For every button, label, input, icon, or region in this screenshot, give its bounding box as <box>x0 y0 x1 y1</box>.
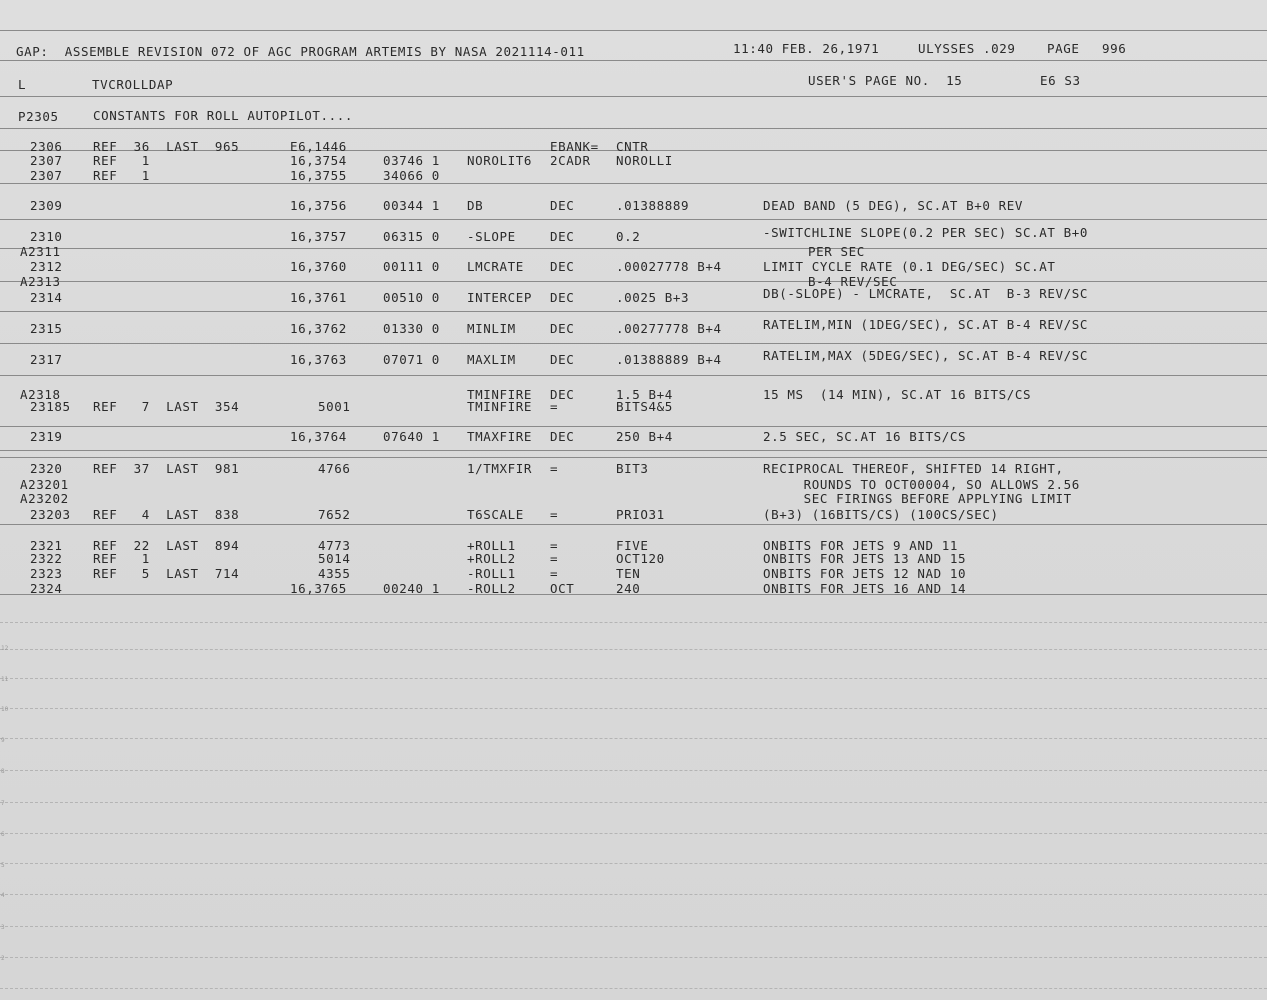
print-timestamp: 11:40 FEB. 26,1971 <box>733 41 880 56</box>
margin-number: 2 <box>1 955 5 962</box>
row-operand: .00277778 B+4 <box>616 321 722 336</box>
row-comment: RECIPROCAL THEREOF, SHIFTED 14 RIGHT, <box>763 461 1064 476</box>
row-loc: 00344 1 <box>383 198 440 213</box>
row-addr: 16,3755 <box>290 168 347 183</box>
row-op: DEC <box>550 229 575 244</box>
row-loc: 01330 0 <box>383 321 440 336</box>
row-op: DEC <box>550 429 575 444</box>
row-comment: RATELIM,MAX (5DEG/SEC), SC.AT B-4 REV/SC <box>763 348 1089 363</box>
row-loc: 07071 0 <box>383 352 440 367</box>
row-op: = <box>550 566 559 581</box>
row-ref: REF 1 <box>93 168 150 183</box>
row-operand: TEN <box>616 566 641 581</box>
row-operand: 250 B+4 <box>616 429 673 444</box>
row-addr: 5014 <box>318 551 351 566</box>
row-line: 2315 <box>30 321 63 336</box>
row-label: -ROLL1 <box>467 566 516 581</box>
row-line: 23203 <box>30 507 71 522</box>
row-operand: 240 <box>616 581 641 596</box>
paper-rule <box>0 678 1267 679</box>
paper-rule <box>0 988 1267 989</box>
row-loc: 00510 0 <box>383 290 440 305</box>
row-addr: 4773 <box>318 538 351 553</box>
row-op: 2CADR <box>550 153 591 168</box>
row-label: LMCRATE <box>467 259 524 274</box>
row-comment: ONBITS FOR JETS 12 NAD 10 <box>763 566 967 581</box>
row-addr: 16,3762 <box>290 321 347 336</box>
row-op: DEC <box>550 387 575 402</box>
row-line: A23202 <box>20 491 69 506</box>
row-comment: ONBITS FOR JETS 16 AND 14 <box>763 581 967 596</box>
row-operand: BIT3 <box>616 461 649 476</box>
row-addr: 16,3760 <box>290 259 347 274</box>
row-line: 2312 <box>30 259 63 274</box>
row-line: 2314 <box>30 290 63 305</box>
margin-number: 3 <box>1 924 5 931</box>
paper-rule <box>0 311 1267 312</box>
paper-rule <box>0 833 1267 834</box>
row-line: 23185 <box>30 399 71 414</box>
row-op: DEC <box>550 198 575 213</box>
row-line: A2311 <box>20 244 61 259</box>
margin-number: 8 <box>1 768 5 775</box>
row-ref: REF 22 LAST 894 <box>93 538 240 553</box>
paper-rule <box>0 30 1267 31</box>
row-op: = <box>550 538 559 553</box>
row-op: = <box>550 551 559 566</box>
row-label: +ROLL2 <box>467 551 516 566</box>
row-ref: REF 37 LAST 981 <box>93 461 240 476</box>
row-addr: 4766 <box>318 461 351 476</box>
row-op: = <box>550 461 559 476</box>
paper-rule <box>0 96 1267 97</box>
row-label: MINLIM <box>467 321 516 336</box>
row-addr: 16,3764 <box>290 429 347 444</box>
paper-rule <box>0 622 1267 623</box>
paper-rule <box>0 926 1267 927</box>
title-line-number: P2305 <box>18 109 59 124</box>
row-comment: -SWITCHLINE SLOPE(0.2 PER SEC) SC.AT B+0 <box>763 225 1089 240</box>
row-operand: .0025 B+3 <box>616 290 690 305</box>
row-operand: .01388889 <box>616 198 690 213</box>
row-op: DEC <box>550 290 575 305</box>
row-comment: SEC FIRINGS BEFORE APPLYING LIMIT <box>763 491 1072 506</box>
row-label: 1/TMXFIR <box>467 461 533 476</box>
row-line: 2319 <box>30 429 63 444</box>
row-comment: LIMIT CYCLE RATE (0.1 DEG/SEC) SC.AT <box>763 259 1056 274</box>
row-line: 2317 <box>30 352 63 367</box>
row-line: 2307 <box>30 168 63 183</box>
margin-number: 9 <box>1 737 5 744</box>
row-loc: 06315 0 <box>383 229 440 244</box>
row-line: 2320 <box>30 461 63 476</box>
row-addr: 7652 <box>318 507 351 522</box>
row-label: T6SCALE <box>467 507 524 522</box>
row-addr: E6,1446 <box>290 139 347 154</box>
row-comment: PER SEC <box>808 244 865 259</box>
row-ref: REF 4 LAST 838 <box>93 507 240 522</box>
row-comment: 2.5 SEC, SC.AT 16 BITS/CS <box>763 429 967 444</box>
paper-rule <box>0 375 1267 376</box>
row-operand: .01388889 B+4 <box>616 352 722 367</box>
row-loc: 34066 0 <box>383 168 440 183</box>
row-addr: 16,3763 <box>290 352 347 367</box>
row-comment: DEAD BAND (5 DEG), SC.AT B+0 REV <box>763 198 1024 213</box>
paper-rule <box>0 708 1267 709</box>
row-line: 2324 <box>30 581 63 596</box>
row-operand: BITS4&5 <box>616 399 673 414</box>
paper-rule <box>0 60 1267 61</box>
margin-number: 10 <box>1 706 9 713</box>
row-line: A2318 <box>20 387 61 402</box>
log-section: TVCROLLDAP <box>92 77 174 92</box>
row-operand: CNTR <box>616 139 649 154</box>
paper-rule <box>0 183 1267 184</box>
row-operand: FIVE <box>616 538 649 553</box>
row-label: TMINFIRE <box>467 387 533 402</box>
row-addr: 16,3757 <box>290 229 347 244</box>
margin-number: 5 <box>1 862 5 869</box>
row-operand: NOROLLI <box>616 153 673 168</box>
row-label: -ROLL2 <box>467 581 516 596</box>
users-page: USER'S PAGE NO. 15 <box>808 73 963 88</box>
paper-rule <box>0 863 1267 864</box>
row-addr: 16,3765 <box>290 581 347 596</box>
paper-rule <box>0 128 1267 129</box>
row-line: 2323 <box>30 566 63 581</box>
page-number: 996 <box>1102 41 1127 56</box>
paper-rule <box>0 343 1267 344</box>
margin-number: 4 <box>1 892 5 899</box>
row-addr: 16,3756 <box>290 198 347 213</box>
row-line: 2310 <box>30 229 63 244</box>
row-label: NOROLIT6 <box>467 153 533 168</box>
page-label: PAGE <box>1047 41 1080 56</box>
margin-number: 7 <box>1 800 5 807</box>
log-letter: L <box>18 77 27 92</box>
paper-rule <box>0 248 1267 249</box>
paper-rule <box>0 957 1267 958</box>
row-addr: 5001 <box>318 399 351 414</box>
row-operand: PRIO31 <box>616 507 665 522</box>
paper-rule <box>0 770 1267 771</box>
row-label: +ROLL1 <box>467 538 516 553</box>
row-line: 2309 <box>30 198 63 213</box>
row-label: TMINFIRE <box>467 399 533 414</box>
margin-number: 6 <box>1 831 5 838</box>
row-ref: REF 1 <box>93 551 150 566</box>
paper-rule <box>0 649 1267 650</box>
row-comment: 15 MS (14 MIN), SC.AT 16 BITS/CS <box>763 387 1032 402</box>
row-operand: 0.2 <box>616 229 641 244</box>
row-operand: 1.5 B+4 <box>616 387 673 402</box>
section-title: CONSTANTS FOR ROLL AUTOPILOT.... <box>93 108 354 123</box>
row-label: TMAXFIRE <box>467 429 533 444</box>
paper-rule <box>0 281 1267 282</box>
row-loc: 00111 0 <box>383 259 440 274</box>
row-loc: 00240 1 <box>383 581 440 596</box>
paper-rule <box>0 524 1267 525</box>
row-operand: .00027778 B+4 <box>616 259 722 274</box>
row-ref: REF 7 LAST 354 <box>93 399 240 414</box>
row-addr: 16,3761 <box>290 290 347 305</box>
row-op: DEC <box>550 352 575 367</box>
row-line: A23201 <box>20 477 69 492</box>
system-version: ULYSSES .029 <box>918 41 1016 56</box>
row-addr: 16,3754 <box>290 153 347 168</box>
row-op: DEC <box>550 259 575 274</box>
paper-rule <box>0 426 1267 427</box>
row-comment: ROUNDS TO OCT00004, SO ALLOWS 2.56 <box>763 477 1080 492</box>
section-code: E6 S3 <box>1040 73 1081 88</box>
paper-rule <box>0 219 1267 220</box>
paper-rule <box>0 894 1267 895</box>
row-label: INTERCEP <box>467 290 533 305</box>
row-comment: DB(-SLOPE) - LMCRATE, SC.AT B-3 REV/SC <box>763 286 1089 301</box>
row-op: = <box>550 507 559 522</box>
row-op: = <box>550 399 559 414</box>
row-label: MAXLIM <box>467 352 516 367</box>
row-line: 2322 <box>30 551 63 566</box>
row-label: DB <box>467 198 484 213</box>
row-line: 2307 <box>30 153 63 168</box>
row-comment: (B+3) (16BITS/CS) (100CS/SEC) <box>763 507 999 522</box>
margin-number: 12 <box>1 645 9 652</box>
row-label: -SLOPE <box>467 229 516 244</box>
row-line: 2321 <box>30 538 63 553</box>
row-loc: 07640 1 <box>383 429 440 444</box>
paper-rule <box>0 738 1267 739</box>
row-comment: ONBITS FOR JETS 9 AND 11 <box>763 538 959 553</box>
assembly-header: GAP: ASSEMBLE REVISION 072 OF AGC PROGRAM ARTEMIS BY NASA 2021114-011 <box>16 44 585 59</box>
row-op: EBANK= <box>550 139 599 154</box>
paper-rule <box>0 450 1267 451</box>
row-loc: 03746 1 <box>383 153 440 168</box>
row-ref: REF 1 <box>93 153 150 168</box>
paper-rule <box>0 457 1267 458</box>
row-line: 2306 <box>30 139 63 154</box>
row-op: DEC <box>550 321 575 336</box>
row-line: A2313 <box>20 274 61 289</box>
row-ref: REF 5 LAST 714 <box>93 566 240 581</box>
row-ref: REF 36 LAST 965 <box>93 139 240 154</box>
paper-rule <box>0 802 1267 803</box>
row-op: OCT <box>550 581 575 596</box>
row-comment: RATELIM,MIN (1DEG/SEC), SC.AT B-4 REV/SC <box>763 317 1089 332</box>
row-comment: ONBITS FOR JETS 13 AND 15 <box>763 551 967 566</box>
row-operand: OCT120 <box>616 551 665 566</box>
margin-number: 11 <box>1 676 9 683</box>
row-comment: B-4 REV/SEC <box>808 274 898 289</box>
row-addr: 4355 <box>318 566 351 581</box>
